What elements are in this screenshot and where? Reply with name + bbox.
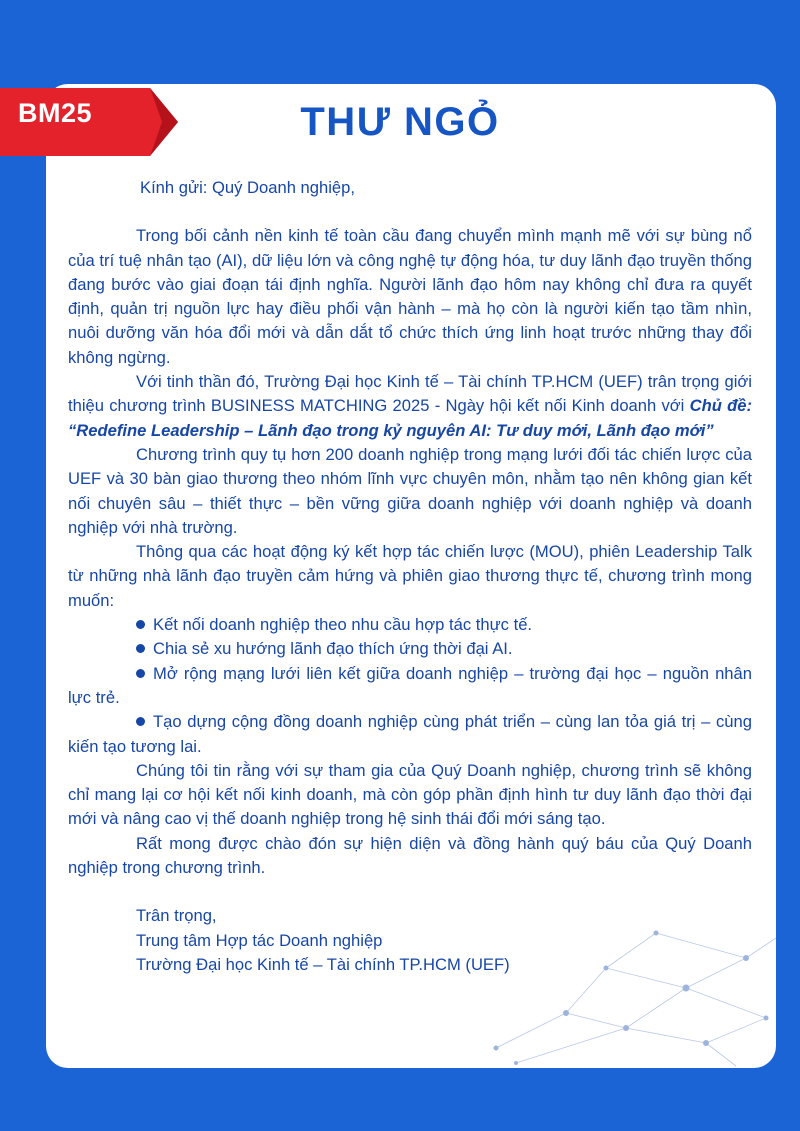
greeting: Kính gửi: Quý Doanh nghiệp,: [140, 178, 355, 197]
signature-block: [68, 904, 752, 977]
signature-center: Trung tâm Hợp tác Doanh nghiệp: [136, 930, 383, 950]
bullet-text: Chia sẻ xu hướng lãnh đạo thích ứng thời đại AI.: [153, 639, 513, 659]
paragraph-introduction: [68, 370, 752, 443]
paragraph-program: Chương trình quy tụ hơn 200 doanh nghiệp trong mạng lưới đối tác chiến lược của UEF và 30 bàn giao thương theo nhóm lĩnh vực chuyên môn, nhằm tạo nên không gian kết nối chuyên sâu – thiết thực – bền vững giữa doanh nghiệp với doanh nghiệp và doanh nghiệp với nhà trường.: [68, 444, 752, 537]
paragraph-belief: Chúng tôi tin rằng với sự tham gia của Quý Doanh nghiệp, chương trình sẽ không chỉ mang lại cơ hội kết nối kinh doanh, mà còn góp phần định hình tư duy lãnh đạo thời đại mới và nâng cao vị thế doanh nghiệp trong hệ sinh thái đổi mới sáng tạo.: [68, 760, 752, 829]
paragraph-context: Trong bối cảnh nền kinh tế toàn cầu đang chuyển mình mạnh mẽ với sự bùng nổ của trí tuệ nhân tạo (AI), dữ liệu lớn và công nghệ tự động hóa, tư duy lãnh đạo truyền thống đang bước vào giai đoạn tái định nghĩa. Người lãnh đạo hôm nay không chỉ đưa ra quyết định, quản trị nguồn lực hay điều phối vận hành – mà họ còn là người kiến tạo tầm nhìn, nuôi dưỡng văn hóa đổi mới và dẫn dắt tổ chức thích ứng linh hoạt trước những thay đổi không ngừng.: [68, 226, 752, 367]
list-item: [68, 710, 752, 759]
bullet-text: Kết nối doanh nghiệp theo nhu cầu hợp tác thực tế.: [153, 615, 533, 635]
bullet-icon: [136, 620, 145, 629]
page-title: THƯ NGỎ: [300, 100, 500, 144]
signature-university: Trường Đại học Kinh tế – Tài chính TP.HCM (UEF): [136, 954, 510, 974]
intro-text: Với tinh thần đó, Trường Đại học Kinh tế – Tài chính TP.HCM (UEF) trân trọng giới thiệu chương trình BUSINESS MATCHING 2025 - Ngày hội kết nối Kinh doanh với: [68, 372, 752, 416]
badge-label: BM25: [18, 98, 93, 128]
list-item: [68, 662, 752, 711]
letter-body: [68, 176, 752, 977]
bullet-icon: [136, 717, 145, 726]
theme-text: Chủ đề: “Redefine Leadership – Lãnh đạo trong kỷ nguyên AI: Tư duy mới, Lãnh đạo mới”: [68, 396, 752, 440]
list-item: [68, 637, 752, 661]
bullet-icon: [136, 644, 145, 653]
bullet-text: Mở rộng mạng lưới liên kết giữa doanh nghiệp – trường đại học – nguồn nhân lực trẻ.: [68, 663, 752, 707]
bullet-text: Tạo dựng cộng đồng doanh nghiệp cùng phát triển – cùng lan tỏa giá trị – cùng kiến tạo tương lai.: [68, 712, 752, 756]
bullet-icon: [136, 669, 145, 678]
paragraph-invitation: Rất mong được chào đón sự hiện diện và đồng hành quý báu của Quý Doanh nghiệp trong chương trình.: [68, 833, 752, 878]
closing: Trân trọng,: [136, 906, 217, 926]
paragraph-activities: Thông qua các hoạt động ký kết hợp tác chiến lược (MOU), phiên Leadership Talk từ những nhà lãnh đạo truyền cảm hứng và phiên giao thương thực tế, chương trình mong muốn:: [68, 542, 752, 610]
list-item: [68, 613, 752, 637]
